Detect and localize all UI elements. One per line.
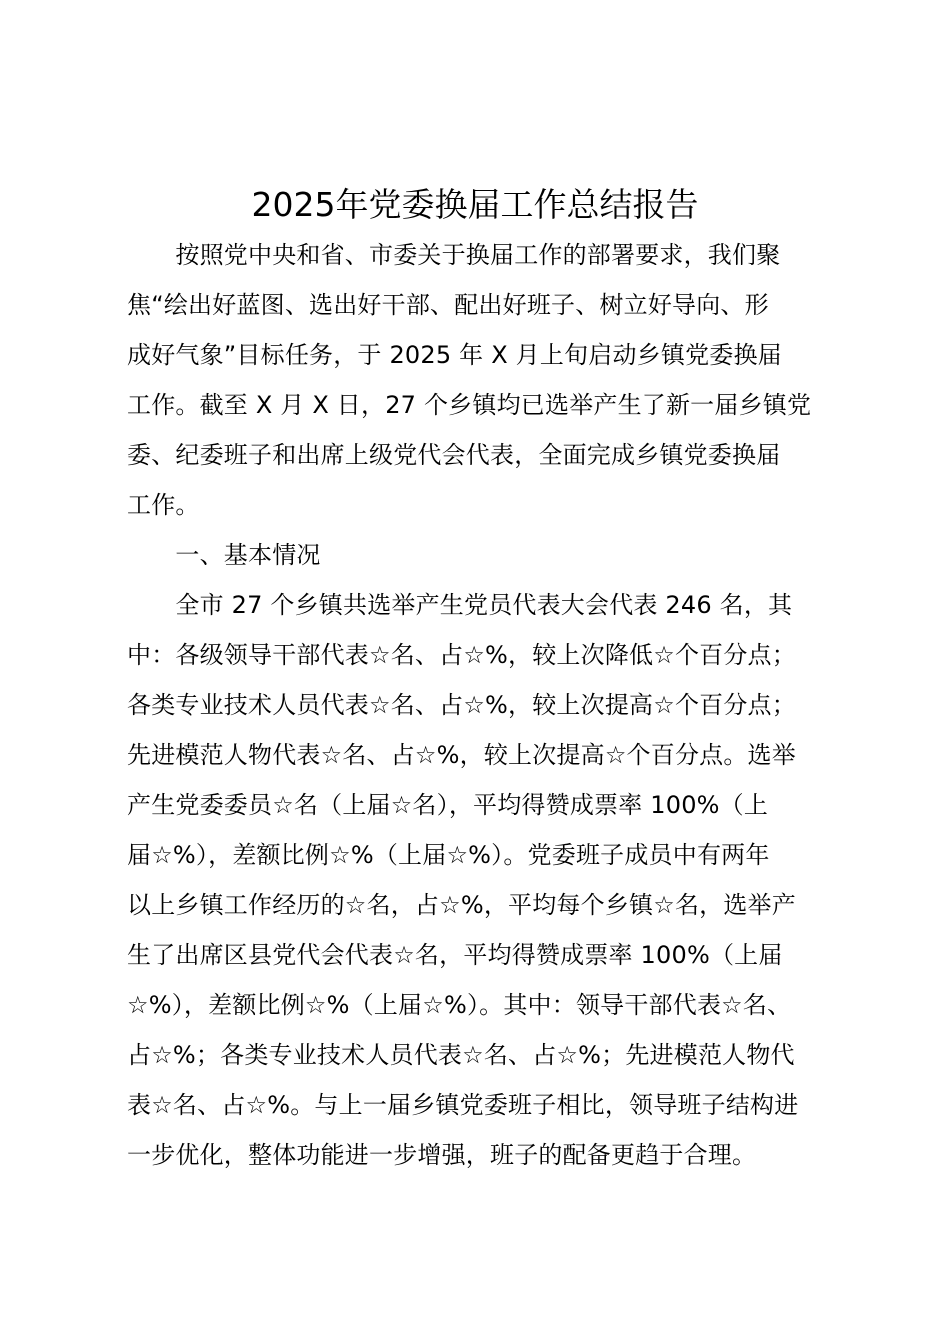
paragraph-line: 成好气象”目标任务，于 2025 年 X 月上旬启动乡镇党委换届 bbox=[127, 341, 782, 369]
paragraph-line: 一步优化，整体功能进一步增强，班子的配备更趋于合理。 bbox=[127, 1141, 757, 1169]
paragraph-line: 生了出席区县党代会代表☆名，平均得赞成票率 100%（上届 bbox=[127, 941, 783, 969]
paragraph-line: 占☆%；各类专业技术人员代表☆名、占☆%；先进模范人物代 bbox=[127, 1041, 795, 1069]
paragraph-line: 委、纪委班子和出席上级党代会代表，全面完成乡镇党委换届 bbox=[127, 441, 781, 469]
paragraph-line: ☆%），差额比例☆%（上届☆%）。其中：领导干部代表☆名、 bbox=[127, 991, 792, 1019]
paragraph-line: 表☆名、占☆%。与上一届乡镇党委班子相比，领导班子结构进 bbox=[127, 1091, 799, 1119]
paragraph-line: 先进模范人物代表☆名、占☆%，较上次提高☆个百分点。选举 bbox=[127, 741, 796, 769]
paragraph-line: 全市 27 个乡镇共选举产生党员代表大会代表 246 名，其 bbox=[127, 591, 793, 619]
paragraph-line: 各类专业技术人员代表☆名、占☆%，较上次提高☆个百分点； bbox=[127, 691, 796, 719]
paragraph-line: 届☆%），差额比例☆%（上届☆%）。党委班子成员中有两年 bbox=[127, 841, 770, 869]
paragraph-line: 工作。截至 X 月 X 日，27 个乡镇均已选举产生了新一届乡镇党 bbox=[127, 391, 812, 419]
paragraph-line: 工作。 bbox=[127, 491, 200, 519]
section-heading: 一、基本情况 bbox=[127, 541, 321, 569]
paragraph-line: 中：各级领导干部代表☆名、占☆%，较上次降低☆个百分点； bbox=[127, 641, 796, 669]
paragraph-line: 产生党委委员☆名（上届☆名），平均得赞成票率 100%（上 bbox=[127, 791, 769, 819]
document-title: 2025年党委换届工作总结报告 bbox=[251, 185, 699, 224]
paragraph-line: 以上乡镇工作经历的☆名，占☆%，平均每个乡镇☆名，选举产 bbox=[127, 891, 796, 919]
paragraph-line: 焦“绘出好蓝图、选出好干部、配出好班子、树立好导向、形 bbox=[127, 291, 769, 319]
paragraph-line: 按照党中央和省、市委关于换届工作的部署要求，我们聚 bbox=[127, 241, 781, 269]
